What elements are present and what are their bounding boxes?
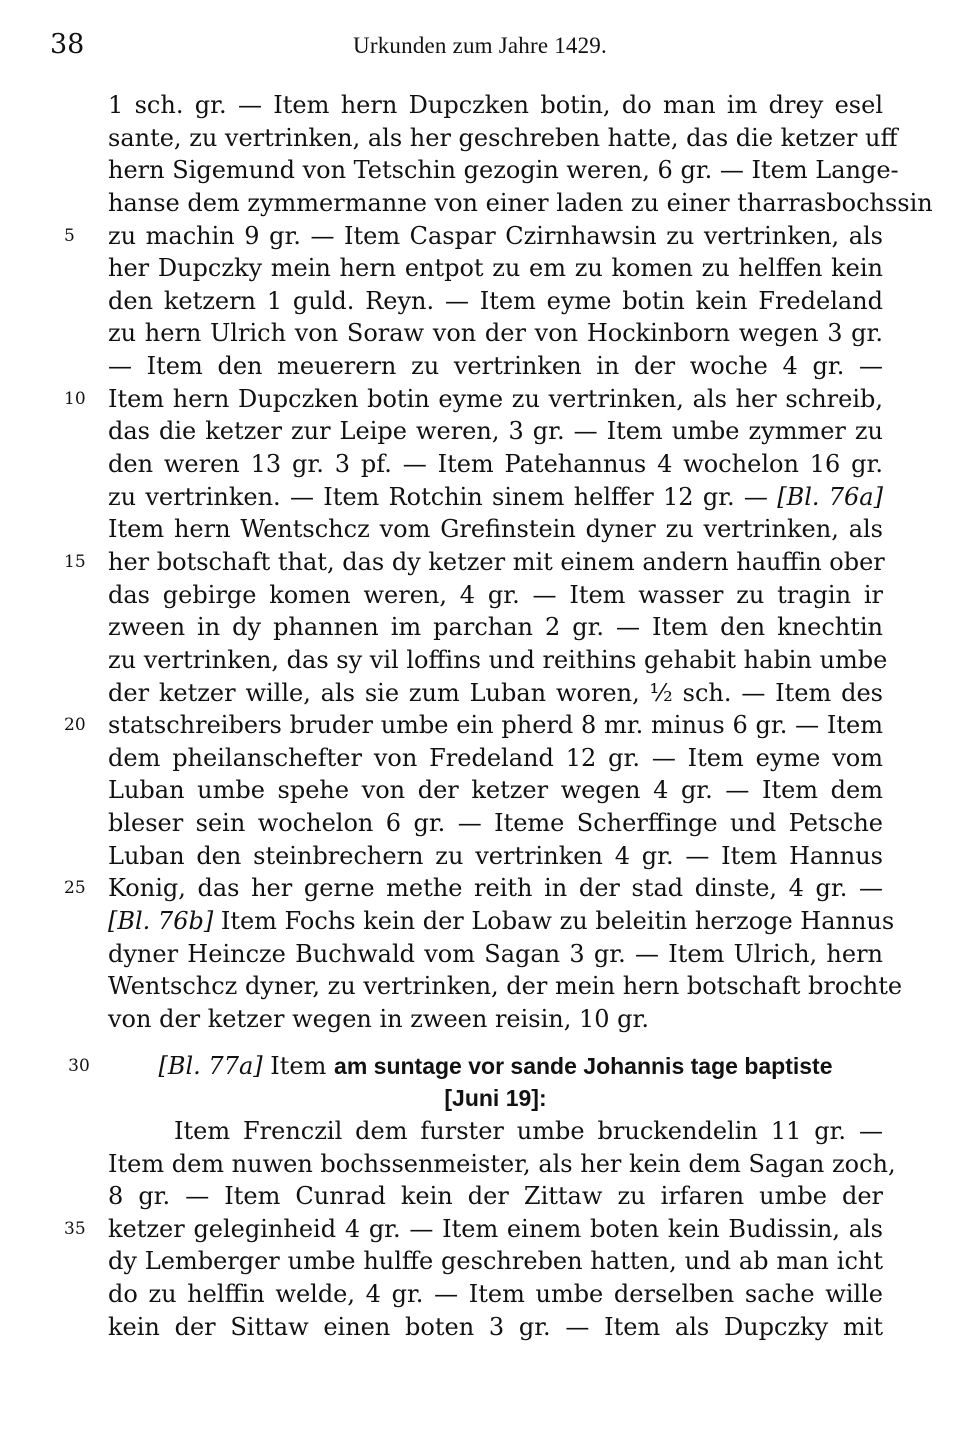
line-text: dyner Heincze Buchwald vom Sagan 3 gr. — Item Ulrich, hern xyxy=(108,939,883,968)
line-text: statschreibers bruder umbe ein pherd 8 mr. minus 6 gr. — Item xyxy=(108,711,883,740)
line-text: sante, zu vertrinken, als her geschreben hatte, das die ketzer uff xyxy=(108,123,898,152)
section-date: [Juni 19]: xyxy=(444,1085,547,1112)
text-line xyxy=(108,611,883,644)
line-text: do zu helffin welde, 4 gr. — Item umbe derselben sache wille xyxy=(108,1280,883,1309)
text-line xyxy=(64,1213,883,1246)
text-line xyxy=(108,742,883,775)
text-line xyxy=(108,774,883,807)
text-line xyxy=(108,448,883,481)
text-line xyxy=(108,1245,883,1278)
line-text: zween in dy phannen im parchan 2 gr. — Item den knechtin xyxy=(108,613,883,642)
text-line xyxy=(64,220,883,253)
line-number: 20 xyxy=(64,715,86,736)
line-number: 30 xyxy=(68,1055,90,1076)
line-text: Item hern Wentschcz vom Grefinstein dyner zu vertrinken, als xyxy=(108,515,883,544)
line-text: dem pheilanschefter von Fredeland 12 gr. — Item eyme vom xyxy=(108,743,883,772)
line-text: zu hern Ulrich von Soraw von der von Hockinborn wegen 3 gr. xyxy=(108,319,883,348)
text-line xyxy=(108,840,883,873)
text-line xyxy=(108,350,883,383)
folio-reference: [Bl. 76b] xyxy=(108,907,214,936)
line-text: ketzer geleginheid 4 gr. — Item einem boten kein Budissin, als xyxy=(108,1214,883,1243)
body-text xyxy=(64,89,933,1343)
paragraph-section xyxy=(64,1115,896,1343)
line-text: bleser sein wochelon 6 gr. — Iteme Scherffinge und Petsche xyxy=(108,809,883,838)
line-text: den ketzern 1 guld. Reyn. — Item eyme botin kein Fredeland xyxy=(108,286,883,315)
text-line xyxy=(108,970,903,1003)
text-line xyxy=(108,1278,883,1311)
line-text: Item Frenczil dem furster umbe bruckendelin 11 gr. — xyxy=(174,1116,883,1145)
line-text: — Item den meuerern zu vertrinken in der woche 4 gr. — xyxy=(108,352,883,381)
line-number: 15 xyxy=(64,551,86,572)
line-text: von der ketzer wegen in zween reisin, 10 gr. xyxy=(108,1004,649,1033)
folio-reference: [Bl. 77a] xyxy=(158,1051,263,1080)
text-line xyxy=(108,154,899,187)
line-text: kein der Sittaw einen boten 3 gr. — Item als Dupczky mit xyxy=(108,1312,883,1341)
line-number: 10 xyxy=(64,388,86,409)
text-line xyxy=(64,709,883,742)
running-title: Urkunden zum Jahre 1429. xyxy=(353,33,607,58)
line-text: her botschaft that, das dy ketzer mit einem andern hauffin ober xyxy=(108,547,885,576)
paragraph-main xyxy=(64,89,933,1036)
text-line xyxy=(108,513,883,546)
line-text: Luban umbe spehe von der ketzer wegen 4 gr. — Item dem xyxy=(108,776,883,805)
line-text: Item dem nuwen bochssenmeister, als her kein dem Sagan zoch, xyxy=(108,1149,896,1178)
text-line xyxy=(108,644,888,677)
text-line xyxy=(108,317,883,350)
text-line xyxy=(108,1180,883,1213)
text-line xyxy=(108,807,883,840)
line-text: Wentschcz dyner, zu vertrinken, der mein hern botschaft brochte xyxy=(108,972,903,1001)
text-line xyxy=(108,415,883,448)
text-line xyxy=(64,872,883,905)
section-intro: Item xyxy=(270,1051,327,1080)
text-line xyxy=(108,1311,883,1344)
section-heading-line xyxy=(68,1050,883,1083)
text-line xyxy=(64,546,885,579)
page-number: 38 xyxy=(50,29,85,60)
text-line xyxy=(108,252,883,285)
line-text: zu machin 9 gr. — Item Caspar Czirnhawsin zu vertrinken, als xyxy=(108,221,883,250)
text-line xyxy=(108,122,898,155)
line-text: Konig, das her gerne methe reith in der stad dinste, 4 gr. — xyxy=(108,874,883,903)
line-text: das gebirge komen weren, 4 gr. — Item wasser zu tragin ir xyxy=(108,580,883,609)
section-heading: am suntage vor sande Johannis tage baptiste xyxy=(334,1052,833,1079)
text-line xyxy=(108,187,933,220)
text-line xyxy=(108,1003,883,1036)
line-text: hern Sigemund von Tetschin gezogin weren, 6 gr. — Item Lange- xyxy=(108,156,899,185)
line-text: 8 gr. — Item Cunrad kein der Zittaw zu irfaren umbe der xyxy=(108,1182,883,1211)
section-gap xyxy=(108,1036,883,1050)
text-line xyxy=(108,905,895,938)
text-line xyxy=(108,1115,883,1148)
line-text: Item Fochs kein der Lobaw zu beleitin herzoge Hannus xyxy=(220,907,895,936)
line-text: dy Lemberger umbe hulffe geschreben hatten, und ab man icht xyxy=(108,1247,883,1276)
text-line xyxy=(108,1148,896,1181)
line-text: zu vertrinken. — Item Rotchin sinem helffer 12 gr. — xyxy=(108,482,768,511)
section-date-line xyxy=(108,1082,883,1115)
line-text: zu vertrinken, das sy vil loffins und reithins gehabit habin umbe xyxy=(108,645,888,674)
line-number: 5 xyxy=(64,225,75,246)
line-text: der ketzer wille, als sie zum Luban woren, ½ sch. — Item des xyxy=(108,678,883,707)
text-line xyxy=(108,938,883,971)
line-text: hanse dem zymmermanne von einer laden zu einer tharrasbochssin xyxy=(108,188,933,217)
line-text: den weren 13 gr. 3 pf. — Item Patehannus 4 wochelon 16 gr. xyxy=(108,450,883,479)
text-line xyxy=(108,285,883,318)
folio-reference: [Bl. 76a] xyxy=(777,482,883,511)
line-text: Item hern Dupczken botin eyme zu vertrinken, als her schreib, xyxy=(108,384,883,413)
line-text: das die ketzer zur Leipe weren, 3 gr. — Item umbe zymmer zu xyxy=(108,417,883,446)
text-line xyxy=(64,383,883,416)
line-number: 25 xyxy=(64,878,86,899)
line-number: 35 xyxy=(64,1218,86,1239)
text-line xyxy=(108,579,883,612)
line-text: 1 sch. gr. — Item hern Dupczken botin, do man im drey esel xyxy=(108,91,883,119)
text-line xyxy=(108,89,883,122)
line-text: Luban den steinbrechern zu vertrinken 4 gr. — Item Hannus xyxy=(108,841,883,870)
line-text: her Dupczky mein hern entpot zu em zu komen zu helffen kein xyxy=(108,254,883,283)
text-line xyxy=(108,677,883,710)
text-line xyxy=(108,481,883,514)
